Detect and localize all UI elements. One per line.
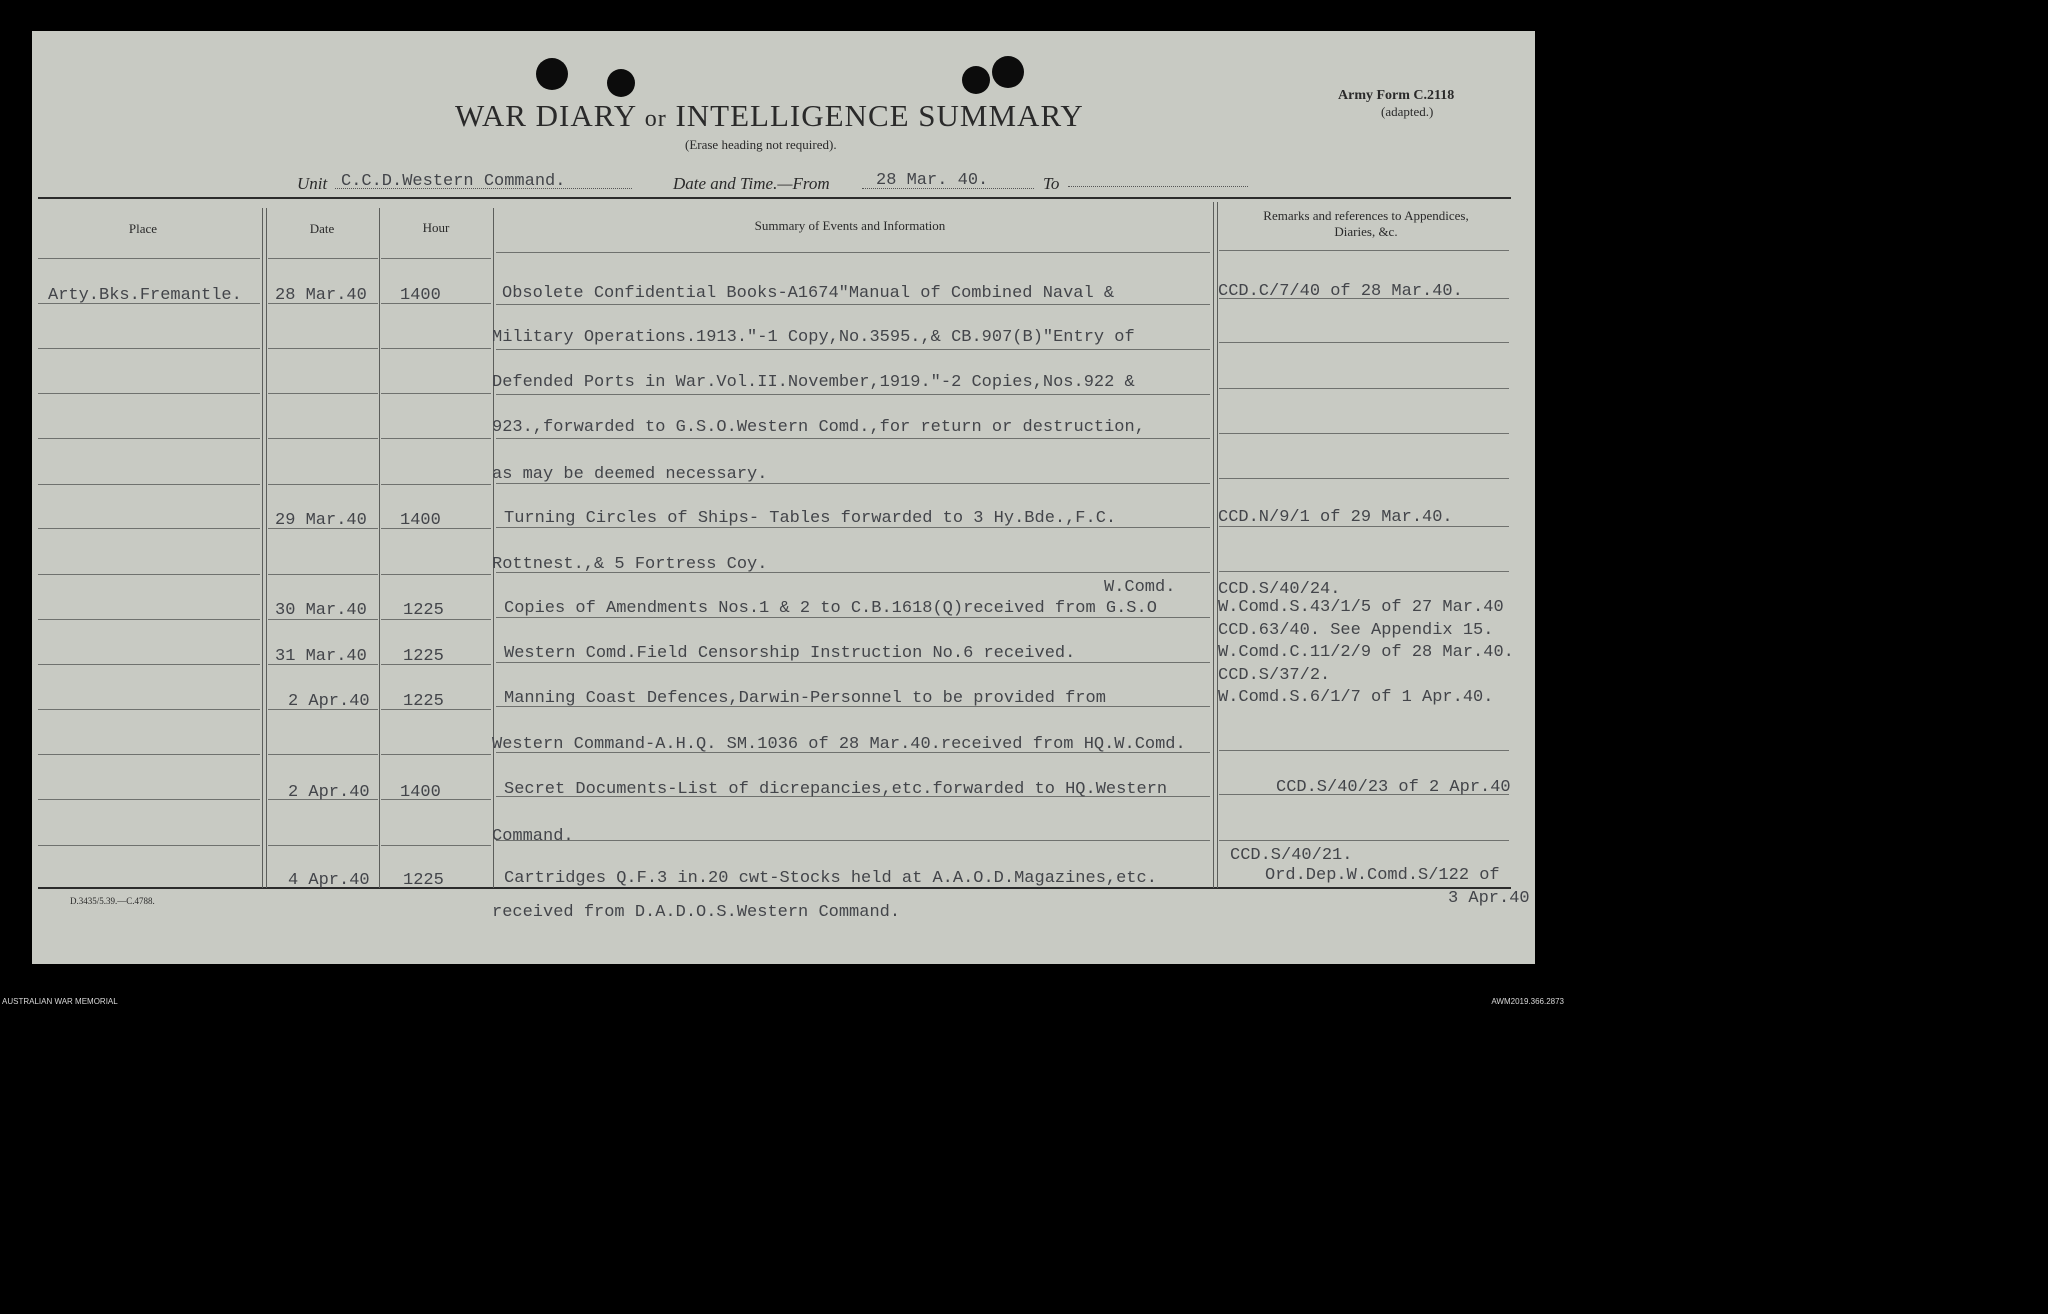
- document-sheet: [32, 31, 1535, 964]
- title-part-1: WAR DIARY: [455, 98, 636, 133]
- ruled-line: [268, 438, 378, 439]
- title-or: or: [644, 106, 667, 132]
- remarks-line: W.Comd.C.11/2/9 of 28 Mar.40.: [1218, 643, 1514, 662]
- ruled-line: [38, 438, 260, 439]
- punch-hole: [607, 69, 635, 97]
- date-label: Date and Time.—From: [673, 174, 830, 193]
- ruled-line: [38, 528, 260, 529]
- date-entry: 30 Mar.40: [275, 601, 367, 620]
- summary-line: Defended Ports in War.Vol.II.November,1919."-2 Copies,Nos.922 &: [492, 373, 1135, 392]
- remarks-line: W.Comd.S.43/1/5 of 27 Mar.40: [1218, 598, 1504, 617]
- column-divider: [262, 208, 263, 888]
- ruled-line: [268, 393, 378, 394]
- column-divider: [266, 208, 267, 888]
- hour-entry: 1400: [400, 511, 441, 530]
- ruled-line: [1219, 840, 1509, 841]
- column-divider: [1213, 202, 1214, 888]
- ruled-line: [381, 348, 491, 349]
- column-header-remarks: Remarks and references to Appendices, Diaries, &c.: [1263, 208, 1469, 239]
- ruled-line: [381, 393, 491, 394]
- header-rule: [496, 252, 1210, 253]
- place-entry: Arty.Bks.Fremantle.: [48, 286, 242, 305]
- remarks-line: CCD.N/9/1 of 29 Mar.40.: [1218, 508, 1453, 527]
- summary-line: Rottnest.,& 5 Fortress Coy.: [492, 555, 768, 574]
- ruled-line: [38, 348, 260, 349]
- header-rule: [268, 258, 378, 259]
- ruled-line: [38, 664, 260, 665]
- unit-value: C.C.D.Western Command.: [341, 172, 566, 191]
- unit-label: Unit: [297, 174, 328, 193]
- ruled-line: [1219, 750, 1509, 751]
- summary-line: 923.,forwarded to G.S.O.Western Comd.,for return or destruction,: [492, 418, 1145, 437]
- summary-line-annotation: W.Comd.: [1104, 578, 1176, 597]
- date-entry: 28 Mar.40: [275, 286, 367, 305]
- ruled-line: [496, 438, 1210, 439]
- summary-line: Western Comd.Field Censorship Instruction No.6 received.: [504, 644, 1076, 663]
- punch-hole: [536, 58, 568, 90]
- ruled-line: [496, 394, 1210, 395]
- header-rule: [1219, 250, 1509, 251]
- remarks-line: CCD.63/40. See Appendix 15.: [1218, 621, 1494, 640]
- ruled-line: [496, 304, 1210, 305]
- remarks-line: CCD.S/40/23 of 2 Apr.40: [1276, 778, 1511, 797]
- form-number: Army Form C.2118: [1338, 88, 1455, 103]
- date-dotted-line: [862, 188, 1034, 189]
- remarks-line: 3 Apr.40: [1448, 889, 1530, 908]
- column-header-date: Date: [309, 221, 335, 236]
- ruled-line: [38, 799, 260, 800]
- printer-mark: D.3435/5.39.—C.4788.: [70, 896, 155, 906]
- hour-entry: 1225: [403, 692, 444, 711]
- summary-line: Obsolete Confidential Books-A1674"Manual of Combined Naval &: [502, 284, 1115, 303]
- ruled-line: [38, 709, 260, 710]
- hour-entry: 1225: [403, 601, 444, 620]
- ruled-line: [268, 574, 378, 575]
- remarks-line: CCD.S/37/2.: [1218, 666, 1331, 685]
- ruled-line: [38, 619, 260, 620]
- form-note: (adapted.): [1381, 104, 1434, 119]
- summary-line: Turning Circles of Ships- Tables forwarded to 3 Hy.Bde.,F.C.: [504, 509, 1117, 528]
- column-divider: [1217, 202, 1218, 888]
- ruled-line: [268, 348, 378, 349]
- ruled-line: [381, 438, 491, 439]
- remarks-line: W.Comd.S.6/1/7 of 1 Apr.40.: [1218, 688, 1494, 707]
- summary-line: Copies of Amendments Nos.1 & 2 to C.B.1618(Q)received from G.S.O: [504, 599, 1157, 618]
- ruled-line: [381, 754, 491, 755]
- to-label: To: [1043, 174, 1060, 193]
- ruled-line: [268, 754, 378, 755]
- ruled-line: [1219, 478, 1509, 479]
- summary-line: Western Command-A.H.Q. SM.1036 of 28 Mar.40.received from HQ.W.Comd.: [492, 735, 1186, 754]
- document-title: [455, 98, 1084, 134]
- date-entry: 4 Apr.40: [288, 871, 370, 890]
- hour-entry: 1400: [400, 783, 441, 802]
- ruled-line: [496, 840, 1210, 841]
- ruled-line: [268, 845, 378, 846]
- column-divider: [379, 208, 380, 888]
- ruled-line: [38, 845, 260, 846]
- date-entry: 29 Mar.40: [275, 511, 367, 530]
- date-entry: 31 Mar.40: [275, 647, 367, 666]
- ruled-line: [38, 574, 260, 575]
- summary-line: as may be deemed necessary.: [492, 465, 768, 484]
- column-header-summary: Summary of Events and Information: [754, 218, 946, 233]
- summary-line: Manning Coast Defences,Darwin-Personnel to be provided from: [504, 689, 1106, 708]
- hour-entry: 1400: [400, 286, 441, 305]
- summary-line: Military Operations.1913."-1 Copy,No.3595.,& CB.907(B)"Entry of: [492, 328, 1135, 347]
- ruled-line: [496, 349, 1210, 350]
- header-rule: [38, 258, 260, 259]
- ruled-line: [381, 484, 491, 485]
- ruled-line: [1219, 388, 1509, 389]
- ruled-line: [1219, 342, 1509, 343]
- ruled-line: [381, 574, 491, 575]
- remarks-line: CCD.S/40/24.: [1218, 580, 1341, 599]
- table-top-rule: [38, 197, 1511, 199]
- column-divider: [493, 208, 494, 888]
- column-header-hour: Hour: [422, 220, 450, 235]
- summary-line: received from D.A.D.O.S.Western Command.: [492, 903, 901, 922]
- subtitle: (Erase heading not required).: [685, 137, 837, 152]
- date-entry: 2 Apr.40: [288, 692, 370, 711]
- date-entry: 2 Apr.40: [288, 783, 370, 802]
- ruled-line: [38, 393, 260, 394]
- column-header-place: Place: [128, 221, 158, 236]
- ruled-line: [38, 754, 260, 755]
- punch-hole: [962, 66, 990, 94]
- to-dotted-line: [1068, 186, 1248, 187]
- ruled-line: [1219, 571, 1509, 572]
- remarks-line: CCD.S/40/21.: [1230, 846, 1353, 865]
- summary-line: Cartridges Q.F.3 in.20 cwt-Stocks held at A.A.O.D.Magazines,etc.: [504, 869, 1157, 888]
- date-from-value: 28 Mar. 40.: [876, 171, 989, 190]
- remarks-line: CCD.C/7/40 of 28 Mar.40.: [1218, 282, 1463, 301]
- remarks-line: Ord.Dep.W.Comd.S/122 of: [1265, 866, 1500, 885]
- footer-right: AWM2019.366.2873: [1491, 997, 1564, 1006]
- hour-entry: 1225: [403, 647, 444, 666]
- footer-left: AUSTRALIAN WAR MEMORIAL: [2, 997, 118, 1006]
- summary-line: Secret Documents-List of dicrepancies,etc.forwarded to HQ.Western: [504, 780, 1168, 799]
- unit-dotted-line: [335, 188, 632, 189]
- summary-line: Command.: [492, 827, 574, 846]
- ruled-line: [1219, 433, 1509, 434]
- hour-entry: 1225: [403, 871, 444, 890]
- ruled-line: [38, 484, 260, 485]
- header-rule: [381, 258, 491, 259]
- ruled-line: [381, 845, 491, 846]
- title-part-2: INTELLIGENCE SUMMARY: [675, 98, 1084, 133]
- ruled-line: [268, 484, 378, 485]
- punch-hole: [992, 56, 1024, 88]
